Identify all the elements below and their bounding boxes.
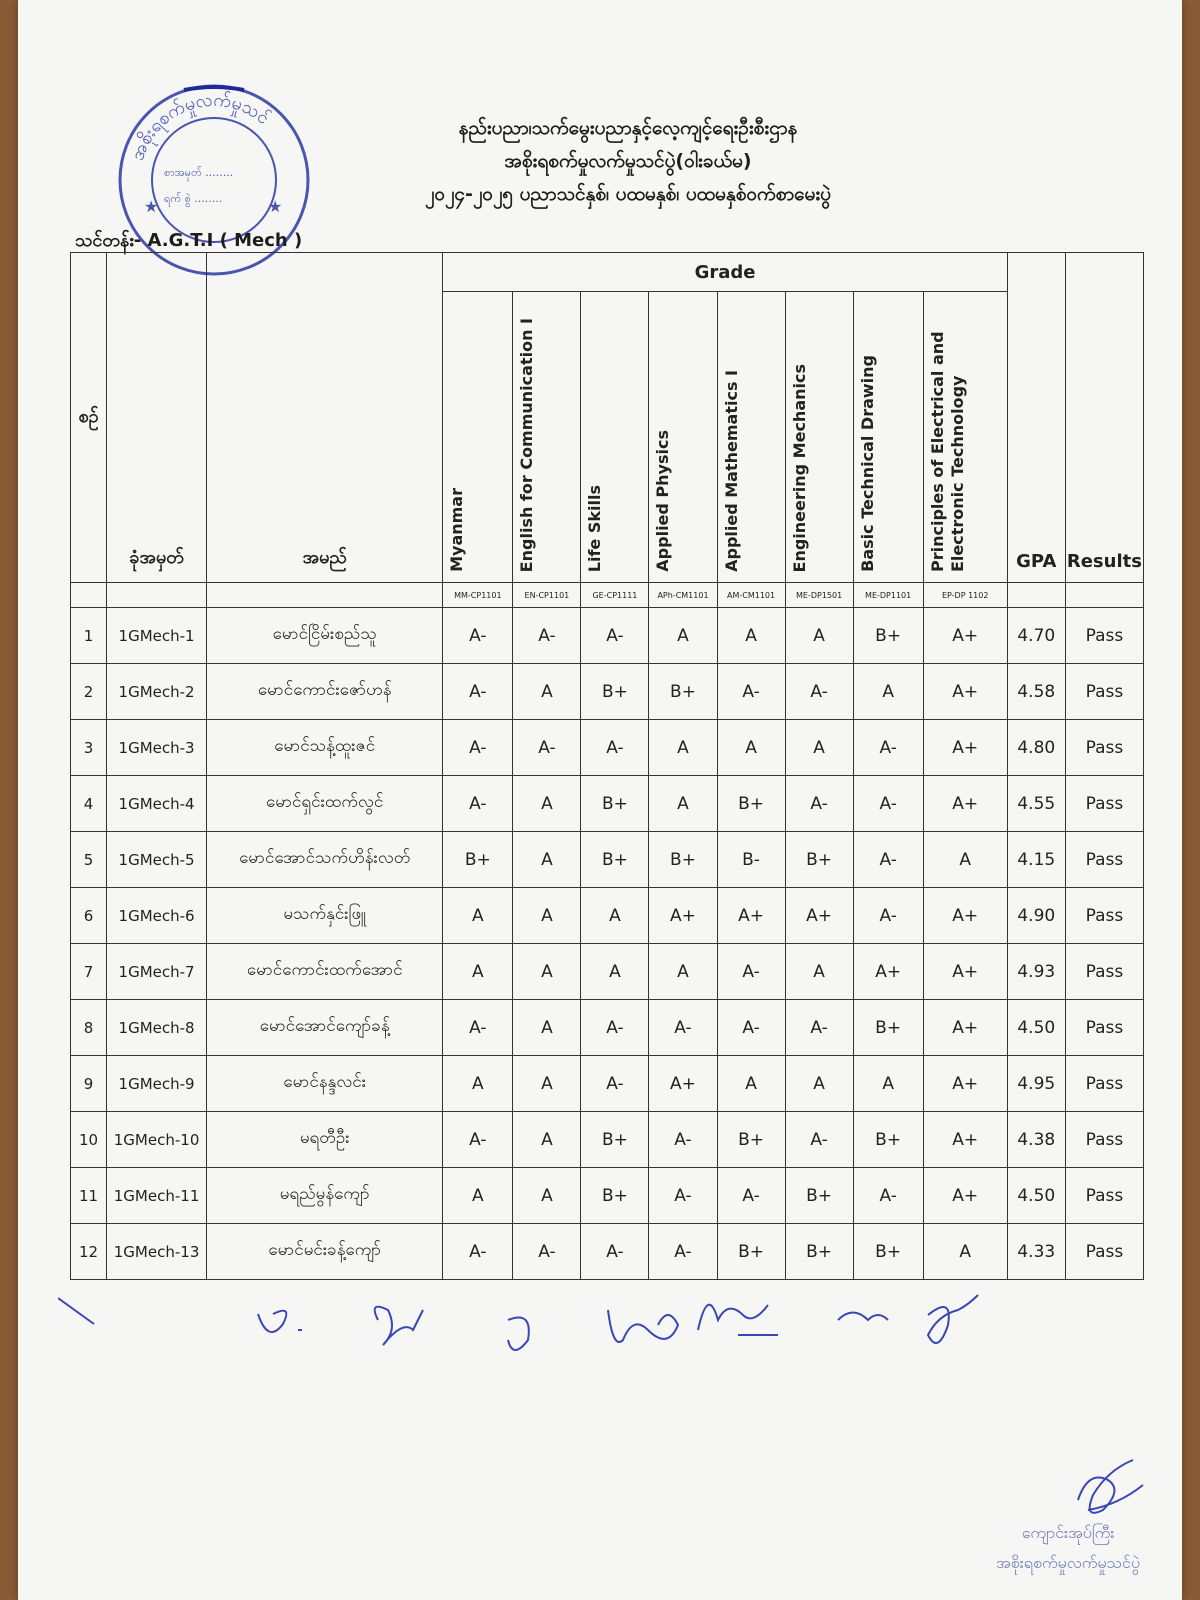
subject-header <box>923 292 1007 583</box>
subject-header <box>853 292 923 583</box>
grade-cell: A- <box>443 1224 513 1280</box>
gpa-cell: 4.38 <box>1007 1112 1065 1168</box>
grade-cell: A- <box>443 1000 513 1056</box>
roll-number: 1GMech-9 <box>107 1056 207 1112</box>
row-number: 6 <box>71 888 107 944</box>
grade-cell: A <box>785 608 853 664</box>
grade-cell: B+ <box>785 1224 853 1280</box>
grade-cell: A- <box>717 1168 785 1224</box>
grade-cell: A <box>581 944 649 1000</box>
grades-table <box>70 252 1144 1280</box>
row-number: 10 <box>71 1112 107 1168</box>
grade-cell: A <box>513 1168 581 1224</box>
grade-cell: A <box>853 664 923 720</box>
grade-cell: A+ <box>923 608 1007 664</box>
grade-cell: A+ <box>717 888 785 944</box>
subject-name: Life Skills <box>585 484 605 572</box>
grade-cell: A+ <box>923 1112 1007 1168</box>
grade-cell: B+ <box>581 1168 649 1224</box>
grade-cell: A- <box>649 1224 717 1280</box>
grade-cell: A- <box>581 720 649 776</box>
grade-cell: B+ <box>853 1224 923 1280</box>
grade-cell: A- <box>649 1168 717 1224</box>
grade-cell: A <box>923 1224 1007 1280</box>
grade-cell: A- <box>581 1000 649 1056</box>
grade-cell: A <box>443 1056 513 1112</box>
grade-cell: B+ <box>649 832 717 888</box>
result-cell: Pass <box>1065 608 1143 664</box>
grade-cell: A- <box>513 608 581 664</box>
grade-cell: A- <box>853 1168 923 1224</box>
grade-cell: B+ <box>853 1112 923 1168</box>
grade-cell: B+ <box>581 664 649 720</box>
grade-cell: A- <box>853 888 923 944</box>
grade-cell: B+ <box>649 664 717 720</box>
table-row <box>71 888 1144 944</box>
exam-results-sheet <box>18 0 1182 1600</box>
subject-header <box>785 292 853 583</box>
grade-cell: A+ <box>649 888 717 944</box>
row-number: 5 <box>71 832 107 888</box>
principal-block <box>948 1518 1188 1578</box>
gpa-cell: 4.95 <box>1007 1056 1065 1112</box>
gpa-cell: 4.33 <box>1007 1224 1065 1280</box>
svg-text:အစိုးရစက်မှုလက်မှုသင်: အစိုးရစက်မှုလက်မှုသင် <box>126 89 274 164</box>
grade-cell: A+ <box>853 944 923 1000</box>
grade-cell: A <box>785 944 853 1000</box>
gpa-header: GPA <box>1007 253 1065 583</box>
grade-cell: A- <box>785 1000 853 1056</box>
grade-cell: A- <box>853 832 923 888</box>
grade-cell: A <box>649 608 717 664</box>
grade-cell: A <box>513 944 581 1000</box>
grade-cell: B+ <box>581 832 649 888</box>
table-row <box>71 664 1144 720</box>
row-number: 8 <box>71 1000 107 1056</box>
grade-cell: A <box>785 720 853 776</box>
subject-code: ME-DP1501 <box>785 583 853 608</box>
roll-number: 1GMech-2 <box>107 664 207 720</box>
grade-cell: A+ <box>923 1000 1007 1056</box>
gpa-cell: 4.80 <box>1007 720 1065 776</box>
grade-cell: A <box>717 720 785 776</box>
principal-signature <box>1058 1450 1158 1520</box>
table-row <box>71 608 1144 664</box>
subject-header <box>513 292 581 583</box>
student-name: မရည်မွန်ကျော် <box>207 1168 443 1224</box>
grade-cell: A- <box>513 1224 581 1280</box>
table-row <box>71 832 1144 888</box>
grade-cell: A <box>649 720 717 776</box>
department-title: နည်းပညာ၊သက်မွေးပညာနှင့်လေ့ကျင့်ရေးဦးစီးဌာန <box>458 117 798 139</box>
grade-cell: A- <box>717 944 785 1000</box>
grade-cell: A- <box>443 664 513 720</box>
roll-number: 1GMech-8 <box>107 1000 207 1056</box>
grade-cell: A <box>785 1056 853 1112</box>
svg-text:★: ★ <box>268 197 283 216</box>
row-number: 7 <box>71 944 107 1000</box>
subject-code: GE-CP1111 <box>581 583 649 608</box>
grade-cell: A+ <box>923 888 1007 944</box>
grade-cell: A+ <box>923 720 1007 776</box>
student-name: မောင်နန္ဒလင်း <box>207 1056 443 1112</box>
grade-cell: A <box>513 776 581 832</box>
grade-cell: A- <box>785 664 853 720</box>
grade-cell: A- <box>443 720 513 776</box>
roll-number: 1GMech-7 <box>107 944 207 1000</box>
grade-cell: A <box>717 608 785 664</box>
svg-text:★: ★ <box>144 197 159 216</box>
grade-cell: A- <box>443 1112 513 1168</box>
grade-cell: B+ <box>581 1112 649 1168</box>
document-header <box>268 112 988 211</box>
grade-cell: A+ <box>923 1168 1007 1224</box>
table-row <box>71 1056 1144 1112</box>
roll-number: 1GMech-6 <box>107 888 207 944</box>
table-row <box>71 776 1144 832</box>
course-label: သင်တန်း- A.G.T.I ( Mech ) <box>75 230 303 251</box>
grade-cell: A- <box>853 776 923 832</box>
table-row <box>71 1112 1144 1168</box>
grade-cell: A <box>513 1112 581 1168</box>
grade-cell: A- <box>649 1000 717 1056</box>
result-cell: Pass <box>1065 1056 1143 1112</box>
grade-cell: B+ <box>717 776 785 832</box>
grade-cell: A+ <box>785 888 853 944</box>
table-row <box>71 944 1144 1000</box>
empty-cell <box>107 583 207 608</box>
subject-header <box>443 292 513 583</box>
roll-number: 1GMech-13 <box>107 1224 207 1280</box>
gpa-cell: 4.50 <box>1007 1168 1065 1224</box>
serial-header: စဉ် <box>71 253 107 583</box>
empty-cell <box>71 583 107 608</box>
roll-number: 1GMech-4 <box>107 776 207 832</box>
grade-cell: A <box>649 776 717 832</box>
grade-cell: B- <box>717 832 785 888</box>
student-name: မောင်ငြိမ်းစည်သူ <box>207 608 443 664</box>
subject-code: AM-CM1101 <box>717 583 785 608</box>
grade-cell: A- <box>513 720 581 776</box>
grade-cell: A <box>513 832 581 888</box>
result-cell: Pass <box>1065 720 1143 776</box>
result-cell: Pass <box>1065 664 1143 720</box>
row-number: 2 <box>71 664 107 720</box>
student-name: မောင်ကောင်းထက်အောင် <box>207 944 443 1000</box>
roll-number: 1GMech-1 <box>107 608 207 664</box>
student-name: မောင်သန့်ထူးဇင် <box>207 720 443 776</box>
student-name: မသက်နှင်းဖြူ <box>207 888 443 944</box>
subject-header <box>717 292 785 583</box>
grade-cell: A <box>513 888 581 944</box>
table-row <box>71 1224 1144 1280</box>
grade-cell: A- <box>581 608 649 664</box>
grade-cell: A- <box>853 720 923 776</box>
subject-name: Principles of Electrical and Electronic Technology <box>927 331 967 572</box>
gpa-cell: 4.50 <box>1007 1000 1065 1056</box>
grade-cell: A <box>513 664 581 720</box>
grade-cell: A+ <box>923 776 1007 832</box>
grade-cell: A <box>581 888 649 944</box>
examiner-signatures <box>58 1290 1158 1380</box>
grade-cell: B+ <box>443 832 513 888</box>
grade-cell: A- <box>717 1000 785 1056</box>
grade-cell: A <box>513 1056 581 1112</box>
grade-cell: A <box>923 832 1007 888</box>
grade-cell: A+ <box>649 1056 717 1112</box>
row-number: 9 <box>71 1056 107 1112</box>
grade-cell: A <box>717 1056 785 1112</box>
subject-code: EN-CP1101 <box>513 583 581 608</box>
grade-header: Grade <box>443 253 1007 292</box>
subject-code: EP-DP 1102 <box>923 583 1007 608</box>
result-cell: Pass <box>1065 944 1143 1000</box>
subject-code: APh-CM1101 <box>649 583 717 608</box>
row-number: 11 <box>71 1168 107 1224</box>
subject-name: Applied Mathematics I <box>721 370 741 572</box>
row-number: 12 <box>71 1224 107 1280</box>
student-name: မောင်ရှင်းထက်လွင် <box>207 776 443 832</box>
grade-cell: A- <box>717 664 785 720</box>
result-cell: Pass <box>1065 1112 1143 1168</box>
result-cell: Pass <box>1065 1224 1143 1280</box>
grade-cell: B+ <box>853 1000 923 1056</box>
table-row <box>71 720 1144 776</box>
subject-name: Basic Technical Drawing <box>857 355 877 572</box>
grade-cell: A- <box>649 1112 717 1168</box>
grade-cell: A <box>649 944 717 1000</box>
grade-cell: A- <box>785 776 853 832</box>
exam-title: ၂၀၂၄-၂၀၂၅ ပညာသင်နှစ်၊ ပထမနှစ်၊ ပထမနှစ်ဝက်စာမေးပွဲ <box>425 183 831 205</box>
subject-name: Myanmar <box>447 488 467 572</box>
empty-cell <box>207 583 443 608</box>
student-name: မောင်အောင်သက်ဟိန်းလတ် <box>207 832 443 888</box>
subject-header <box>581 292 649 583</box>
gpa-cell: 4.90 <box>1007 888 1065 944</box>
subject-name: Engineering Mechanics <box>789 363 809 572</box>
student-name: မောင်မင်းခန့်ကျော် <box>207 1224 443 1280</box>
principal-title: ကျောင်းအုပ်ကြီး <box>1021 1523 1115 1542</box>
grade-cell: B+ <box>581 776 649 832</box>
grade-cell: A+ <box>923 664 1007 720</box>
result-cell: Pass <box>1065 832 1143 888</box>
gpa-cell: 4.15 <box>1007 832 1065 888</box>
grade-cell: B+ <box>785 832 853 888</box>
grade-cell: A <box>443 888 513 944</box>
grade-cell: B+ <box>785 1168 853 1224</box>
svg-text:စာအမှတ် ........: စာအမှတ် ........ <box>164 166 234 179</box>
subject-name: Applied Physics <box>653 430 673 572</box>
roll-header: ခုံအမှတ် <box>107 253 207 583</box>
institute-footer: အစိုးရစက်မှုလက်မှုသင်ပွဲ <box>996 1553 1140 1572</box>
subject-header <box>649 292 717 583</box>
grade-cell: A+ <box>923 1056 1007 1112</box>
result-cell: Pass <box>1065 1000 1143 1056</box>
grade-cell: A- <box>443 776 513 832</box>
grade-cell: B+ <box>717 1224 785 1280</box>
result-cell: Pass <box>1065 888 1143 944</box>
results-header: Results <box>1065 253 1143 583</box>
grade-cell: A <box>443 944 513 1000</box>
grade-cell: B+ <box>853 608 923 664</box>
gpa-cell: 4.55 <box>1007 776 1065 832</box>
student-name: မောင်ကောင်းဇော်ဟန် <box>207 664 443 720</box>
gpa-cell: 4.58 <box>1007 664 1065 720</box>
grade-cell: A- <box>443 608 513 664</box>
roll-number: 1GMech-10 <box>107 1112 207 1168</box>
roll-number: 1GMech-5 <box>107 832 207 888</box>
empty-cell <box>1065 583 1143 608</box>
institute-title: အစိုးရစက်မှုလက်မှုသင်ပွဲ(ဝါးခယ်မ) <box>504 150 752 172</box>
grade-cell: A <box>513 1000 581 1056</box>
subject-code: MM-CP1101 <box>443 583 513 608</box>
student-name: မရတီဦး <box>207 1112 443 1168</box>
grade-cell: A- <box>581 1056 649 1112</box>
gpa-cell: 4.70 <box>1007 608 1065 664</box>
table-row <box>71 1168 1144 1224</box>
row-number: 3 <box>71 720 107 776</box>
gpa-cell: 4.93 <box>1007 944 1065 1000</box>
grade-cell: A- <box>785 1112 853 1168</box>
subject-code: ME-DP1101 <box>853 583 923 608</box>
student-name: မောင်အောင်ကျော်ခန့် <box>207 1000 443 1056</box>
svg-text:ရက် စွဲ ........: ရက် စွဲ ........ <box>164 192 223 205</box>
row-number: 1 <box>71 608 107 664</box>
grade-cell: A <box>443 1168 513 1224</box>
subject-name: English for Communication I <box>517 317 537 572</box>
roll-number: 1GMech-3 <box>107 720 207 776</box>
roll-number: 1GMech-11 <box>107 1168 207 1224</box>
result-cell: Pass <box>1065 776 1143 832</box>
name-header: အမည် <box>207 253 443 583</box>
grade-cell: A- <box>581 1224 649 1280</box>
table-row <box>71 1000 1144 1056</box>
grade-cell: A+ <box>923 944 1007 1000</box>
result-cell: Pass <box>1065 1168 1143 1224</box>
row-number: 4 <box>71 776 107 832</box>
student-rows <box>71 608 1144 1280</box>
empty-cell <box>1007 583 1065 608</box>
grade-cell: A <box>853 1056 923 1112</box>
grade-cell: B+ <box>717 1112 785 1168</box>
